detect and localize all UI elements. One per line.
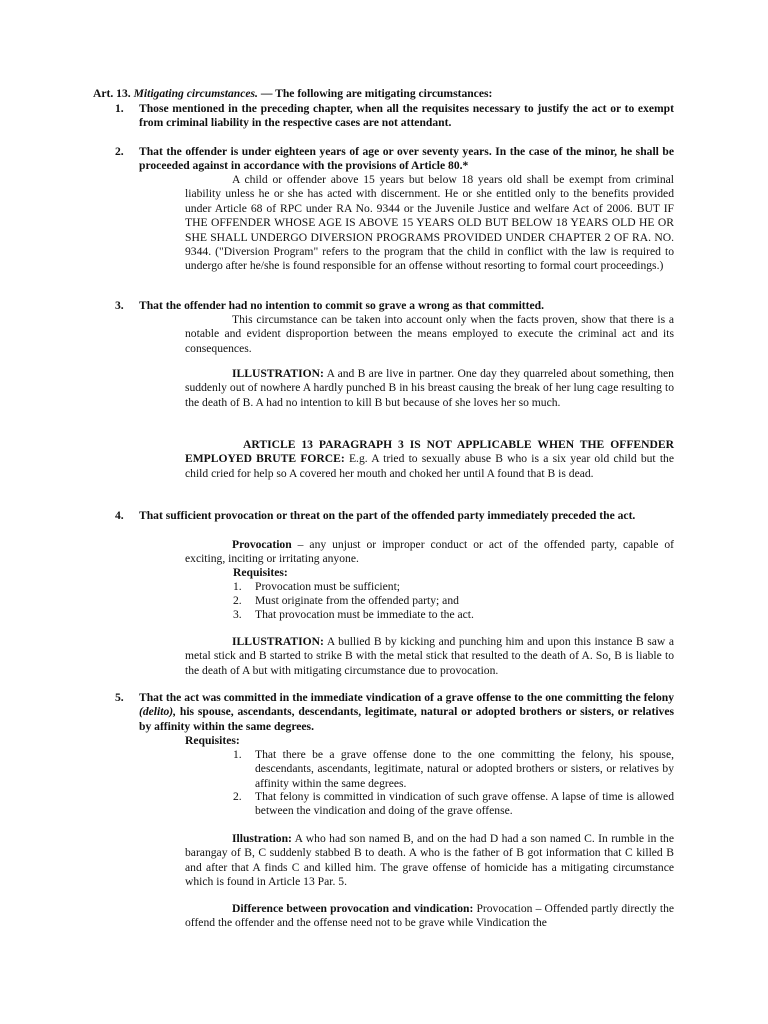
illustration	[185, 832, 674, 890]
item-heading: That the offender is under eighteen years of age or over seventy years. In the case of the minor, he shall be proceeded against in accordance with the provisions of Article 80.*	[139, 145, 674, 173]
difference-note	[185, 902, 674, 931]
requisites-label: Requisites:	[185, 734, 240, 747]
list-number: 3.	[233, 608, 242, 621]
item-heading: That sufficient provocation or threat on the part of the offended party immediately preceded the act.	[139, 509, 636, 522]
list-text: That provocation must be immediate to the act.	[255, 608, 474, 621]
article-title	[93, 87, 693, 101]
item-number: 4.	[115, 509, 124, 522]
item-heading-italic: (delito),	[139, 705, 177, 719]
article-heading-italic: Mitigating circumstances.	[133, 87, 258, 100]
list-number: 1.	[233, 580, 242, 593]
item-body: A child or offender above 15 years but below 18 years old shall be exempt from criminal liability unless he or she has acted with discernment. He or she entitled only to the benefits provided under Article 68 of RPC under RA No. 9344 or the Juvenile Justice and welfare Act of 2006. BUT IF THE OFFENDER WHOSE AGE IS ABOVE 15 YEARS OLD BUT BELOW 18 YEARS OLD HE OR SHE SHALL UNDERGO DIVERSION PROGRAMS PROVIDED UNDER CHAPTER 2 OF RA. NO. 9344. ("Diversion Program" refers to the program that the child in conflict with the law is required to undergo after he/she is found responsible for an offense without resorting to formal court proceedings.)	[185, 173, 674, 273]
item-heading-part: his spouse, ascendants, descendants, legitimate, natural or adopted brothers or sisters, or relatives by affinity within the same degrees.	[139, 705, 675, 733]
list-text: That felony is committed in vindication of such grave offense. A lapse of time is allowed between the vindication and doing of the grave offense.	[255, 790, 674, 818]
illustration	[185, 635, 674, 678]
list-number: 2.	[233, 594, 242, 607]
list-text: That there be a grave offense done to the one committing the felony, his spouse, descendants, ascendants, legitimate, natural or adopted brothers or sisters, or relatives by affinity within the same degrees.	[255, 748, 674, 790]
definition-text: – any unjust or improper conduct or act of the offended party, capable of exciting, inciting or irritating anyone.	[185, 538, 674, 566]
requisites-label: Requisites:	[233, 566, 288, 579]
item-number: 1.	[115, 102, 124, 115]
item-body: This circumstance can be taken into account only when the facts proven, show that there is a notable and evident disproportion between the means employed to execute the criminal act and its consequences.	[185, 313, 674, 355]
item-heading: Those mentioned in the preceding chapter, when all the requisites necessary to justify the act or to exempt from criminal liability in the respective cases are not attendant.	[139, 102, 674, 130]
difference-text: Provocation – Offended partly directly the offend the offender and the offense need not to be grave while Vindication the	[185, 902, 675, 930]
note-label: ARTICLE 13 PARAGRAPH 3 IS NOT APPLICABLE WHEN THE OFFENDER EMPLOYED BRUTE FORCE:	[185, 438, 674, 466]
illustration-text: A bullied B by kicking and punching him and upon this instance B saw a metal stick and B started to strike B with the metal stick that resulted to the death of A. So, B is liable to the death of A but with mitigating circumstance due to provocation.	[185, 635, 674, 677]
article-number: Art. 13.	[93, 87, 131, 100]
definition	[185, 538, 674, 567]
illustration-label: Illustration:	[232, 832, 292, 845]
list-text: Must originate from the offended party; and	[255, 594, 459, 607]
item-number: 2.	[115, 145, 124, 158]
note	[185, 438, 674, 481]
item-heading-part: That the act was committed in the immediate vindication of a grave offense to the one committing the felony	[139, 691, 674, 704]
illustration-text: A who had son named B, and on the had D had a son named C. In rumble in the barangay of B, C suddenly stabbed B to death. A who is the father of B got information that C killed B and after that A finds C and killed him. The grave offense of homicide has a mitigating circumstance which is found in Article 13 Par. 5.	[185, 832, 675, 889]
definition-label: Provocation	[232, 538, 292, 551]
list-text: Provocation must be sufficient;	[255, 580, 401, 593]
item-number: 5.	[115, 691, 124, 704]
item-number: 3.	[115, 299, 124, 312]
note-text: E.g. A tried to sexually abuse B who is a six year old child but the child cried for help so A covered her mouth and choked her until A found that B is dead.	[185, 452, 674, 480]
list-number: 2.	[233, 790, 242, 803]
item-heading	[139, 691, 674, 734]
illustration	[185, 367, 674, 410]
illustration-label: ILLUSTRATION:	[232, 367, 324, 380]
list-number: 1.	[233, 748, 242, 761]
difference-label: Difference between provocation and vindication:	[232, 902, 474, 915]
illustration-text: A and B are live in partner. One day they quarreled about something, then suddenly out of nowhere A hardly punched B in his breast causing the break of her lung cage resulting to the death of B. A had no intention to kill B but because of she loves her so much.	[185, 367, 674, 409]
item-heading: That the offender had no intention to commit so grave a wrong as that committed.	[139, 299, 545, 312]
illustration-label: ILLUSTRATION:	[232, 635, 324, 648]
article-heading-rest: — The following are mitigating circumstances:	[260, 87, 493, 100]
